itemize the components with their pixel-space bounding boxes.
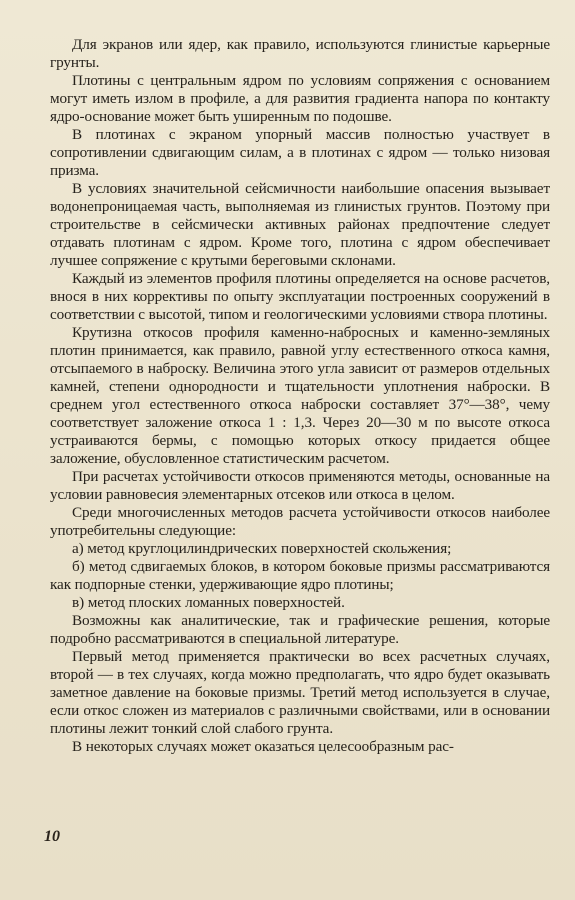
list-item-a: а) метод круглоцилиндрических поверхностей скольжения; — [72, 540, 452, 557]
paragraph-11: В некоторых случаях может оказаться целесообразным рас- — [72, 738, 454, 755]
paragraph-1: Для экранов или ядер, как правило, используются глинистые карьерные грунты. — [50, 36, 550, 71]
paragraph-10: Первый метод применяется практически во всех расчетных случаях, второй — в тех случаях, когда можно предполагать, что ядро будет оказывать заметное давление на боковые призмы. Третий метод используется в случае, если откос сложен из материалов с различными свойствами, или в основании плотины лежит тонкий слой слабого грунта. — [50, 648, 550, 737]
paragraph-3: В плотинах с экраном упорный массив полностью участвует в сопротивлении сдвигающим силам, а в плотинах с ядром — только низовая призма. — [50, 126, 550, 179]
paragraph-8: Среди многочисленных методов расчета устойчивости откосов наиболее употребительны следующие: — [50, 504, 550, 539]
paragraph-5: Каждый из элементов профиля плотины определяется на основе расчетов, внося в них коррективы по опыту эксплуатации построенных сооружений в соответствии с высотой, типом и геологическими условиями створа плотины. — [50, 270, 550, 323]
list-item-c: в) метод плоских ломанных поверхностей. — [72, 594, 345, 611]
paragraph-4: В условиях значительной сейсмичности наибольшие опасения вызывает водонепроницаемая часть, выполняемая из глинистых грунтов. Поэтому при строительстве в сейсмически активных районах предпочтение следует отдавать плотинам с ядром. Кроме того, плотина с ядром обеспечивает лучшее сопряжение с крутыми береговыми склонами. — [50, 180, 550, 269]
body-text — [50, 36, 550, 756]
paragraph-6: Крутизна откосов профиля каменно-набросных и каменно-земляных плотин принимается, как правило, равной углу естественного откоса камня, отсыпаемого в наброску. Величина этого угла зависит от размеров отдельных камней, степени однородности и тщательности уплотнения наброски. В среднем угол естественного откоса наброски составляет 37°—38°, чему соответствует заложение откоса 1 : 1,3. Через 20—30 м по высоте откоса устраиваются бермы, с помощью которых откосу придается общее заложение, обусловленное статистическим расчетом. — [50, 324, 550, 467]
paragraph-9: Возможны как аналитические, так и графические решения, которые подробно рассматриваются в специальной литературе. — [50, 612, 550, 647]
paragraph-7: При расчетах устойчивости откосов применяются методы, основанные на условии равновесия элементарных отсеков или откоса в целом. — [50, 468, 550, 503]
list-item-b: б) метод сдвигаемых блоков, в котором боковые призмы рассматриваются как подпорные стенки, удерживающие ядро плотины; — [50, 558, 550, 593]
page-number: 10 — [44, 828, 60, 845]
paragraph-2: Плотины с центральным ядром по условиям сопряжения с основанием могут иметь излом в профиле, а для развития градиента напора по контакту ядро-основание может быть уширенным по подошве. — [50, 72, 550, 125]
